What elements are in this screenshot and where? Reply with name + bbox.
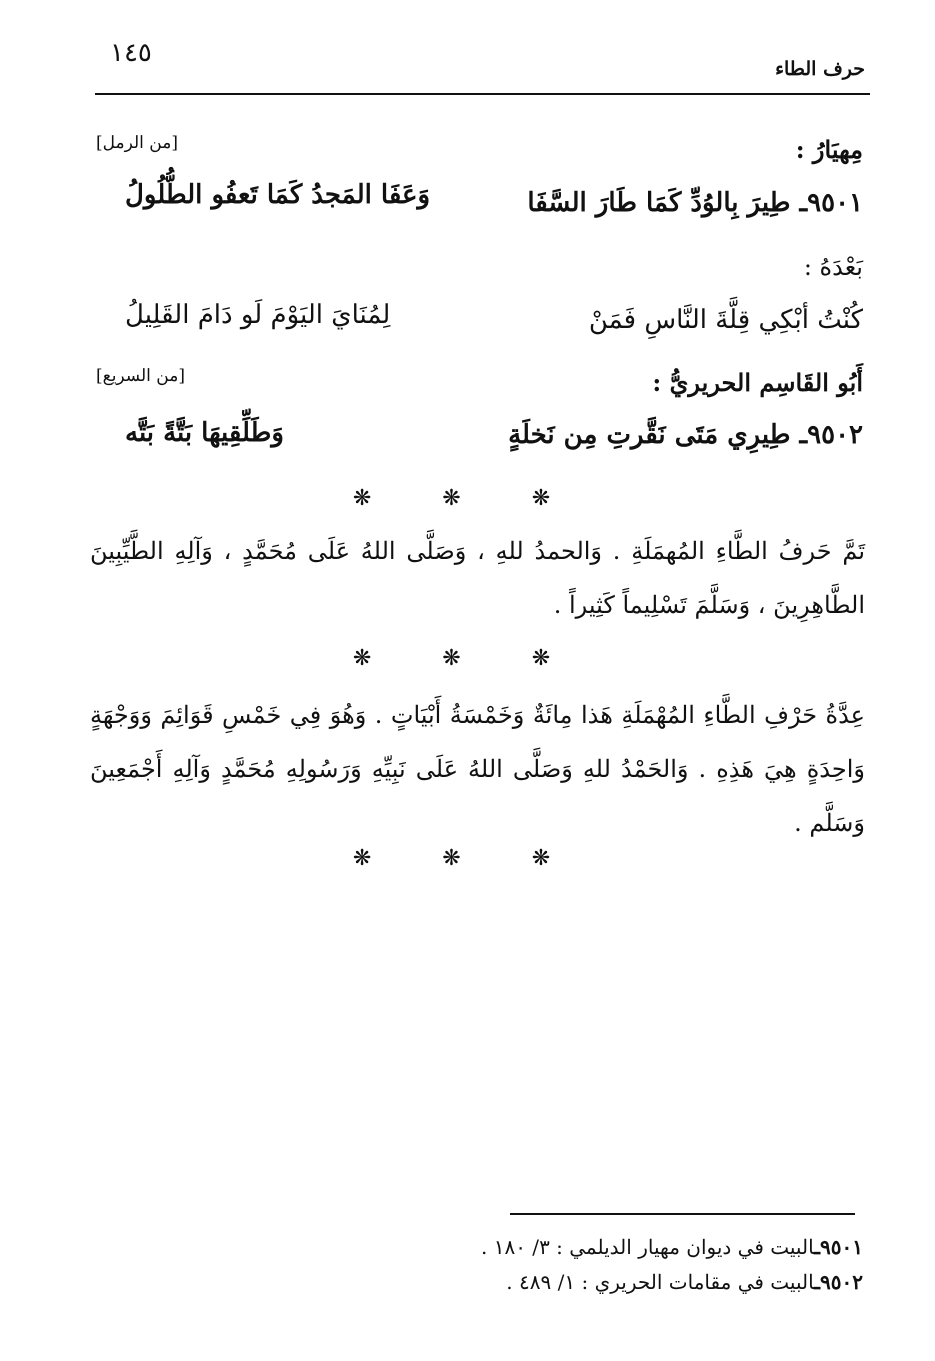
footnote-number: ٩٥٠٢ـ (814, 1270, 863, 1294)
hemistich-text: طِيرِي مَتَى نَقَّرتِ مِن نَخلَةٍ (508, 420, 791, 450)
verse-unnumbered-second-hemistich: لِمُنَايَ اليَوْمَ لَو دَامَ القَلِيلُ (125, 300, 391, 330)
page-number: ١٤٥ (110, 38, 152, 68)
verse-number: ٩٥٠٢ـ (799, 420, 863, 450)
verse-9501-first-hemistich (527, 188, 863, 218)
verse-number: ٩٥٠١ـ (799, 188, 863, 218)
footnote-9501 (481, 1235, 863, 1259)
verse-9501-second-hemistich: وَعَفَا المَجدُ كَمَا تَعفُو الطُّلُولُ (125, 180, 431, 210)
verse-unnumbered-first-hemistich: كُنْتُ أبْكِي قِلَّةَ النَّاسِ فَمَنْ (588, 305, 863, 335)
verse-9502-first-hemistich (508, 420, 863, 450)
running-title: حرف الطاء (775, 58, 865, 80)
footnote-9502 (506, 1270, 863, 1294)
hemistich-text: طِيرَ بِالوُدِّ كَمَا طَارَ السَّفَا (527, 188, 791, 218)
meter-label: [من السريع] (96, 366, 185, 386)
footnote-rule (510, 1213, 855, 1215)
footnote-number: ٩٥٠١ـ (814, 1235, 863, 1259)
count-paragraph: عِدَّةُ حَرْفِ الطَّاءِ المُهْمَلَةِ هَذا مِائَةٌ وَخَمْسَةُ أَبْيَاتٍ . وَهُوَ فِي خَمْسِ قَوَائِمَ وَوَجْهَةٍ وَاحِدَةٍ هِيَ هَذِهِ . وَالحَمْدُ للهِ وَصَلَّى اللهُ عَلَى نَبِيِّهِ وَرَسُولِهِ مُحَمَّدٍ وَآلِهِ أَجْمَعِينَ وَسَلَّم . (90, 701, 865, 837)
footnote-text: البيت في مقامات الحريري : ١/ ٤٨٩ . (506, 1270, 815, 1294)
poet-name: أَبُو القَاسِم الحريريُّ : (652, 368, 863, 397)
verse-9502-second-hemistich: وَطَلِّقِيهَا بَتَّةً بَتَّه (125, 418, 284, 448)
meter-label: [من الرمل] (96, 133, 178, 153)
closing-paragraph: تَمَّ حَرفُ الطَّاءِ المُهمَلَةِ . وَالحمدُ للهِ ، وَصَلَّى اللهُ عَلَى مُحَمَّدٍ ، وَآلِهِ الطَّيِّبِينَ الطَّاهِرِينَ ، وَسَلَّمَ تَسْلِيماً كَثِيراً . (90, 537, 865, 619)
poet-name: مِهيَارُ : (795, 135, 863, 164)
footnote-text: البيت في ديوان مهيار الديلمي : ٣/ ١٨٠ . (481, 1235, 815, 1259)
header-rule (95, 93, 870, 95)
section-separator: ❋ ❋ ❋ (352, 846, 583, 871)
section-separator: ❋ ❋ ❋ (352, 646, 583, 671)
section-separator: ❋ ❋ ❋ (352, 486, 583, 511)
entry-label: بَعْدَهُ : (803, 253, 863, 281)
